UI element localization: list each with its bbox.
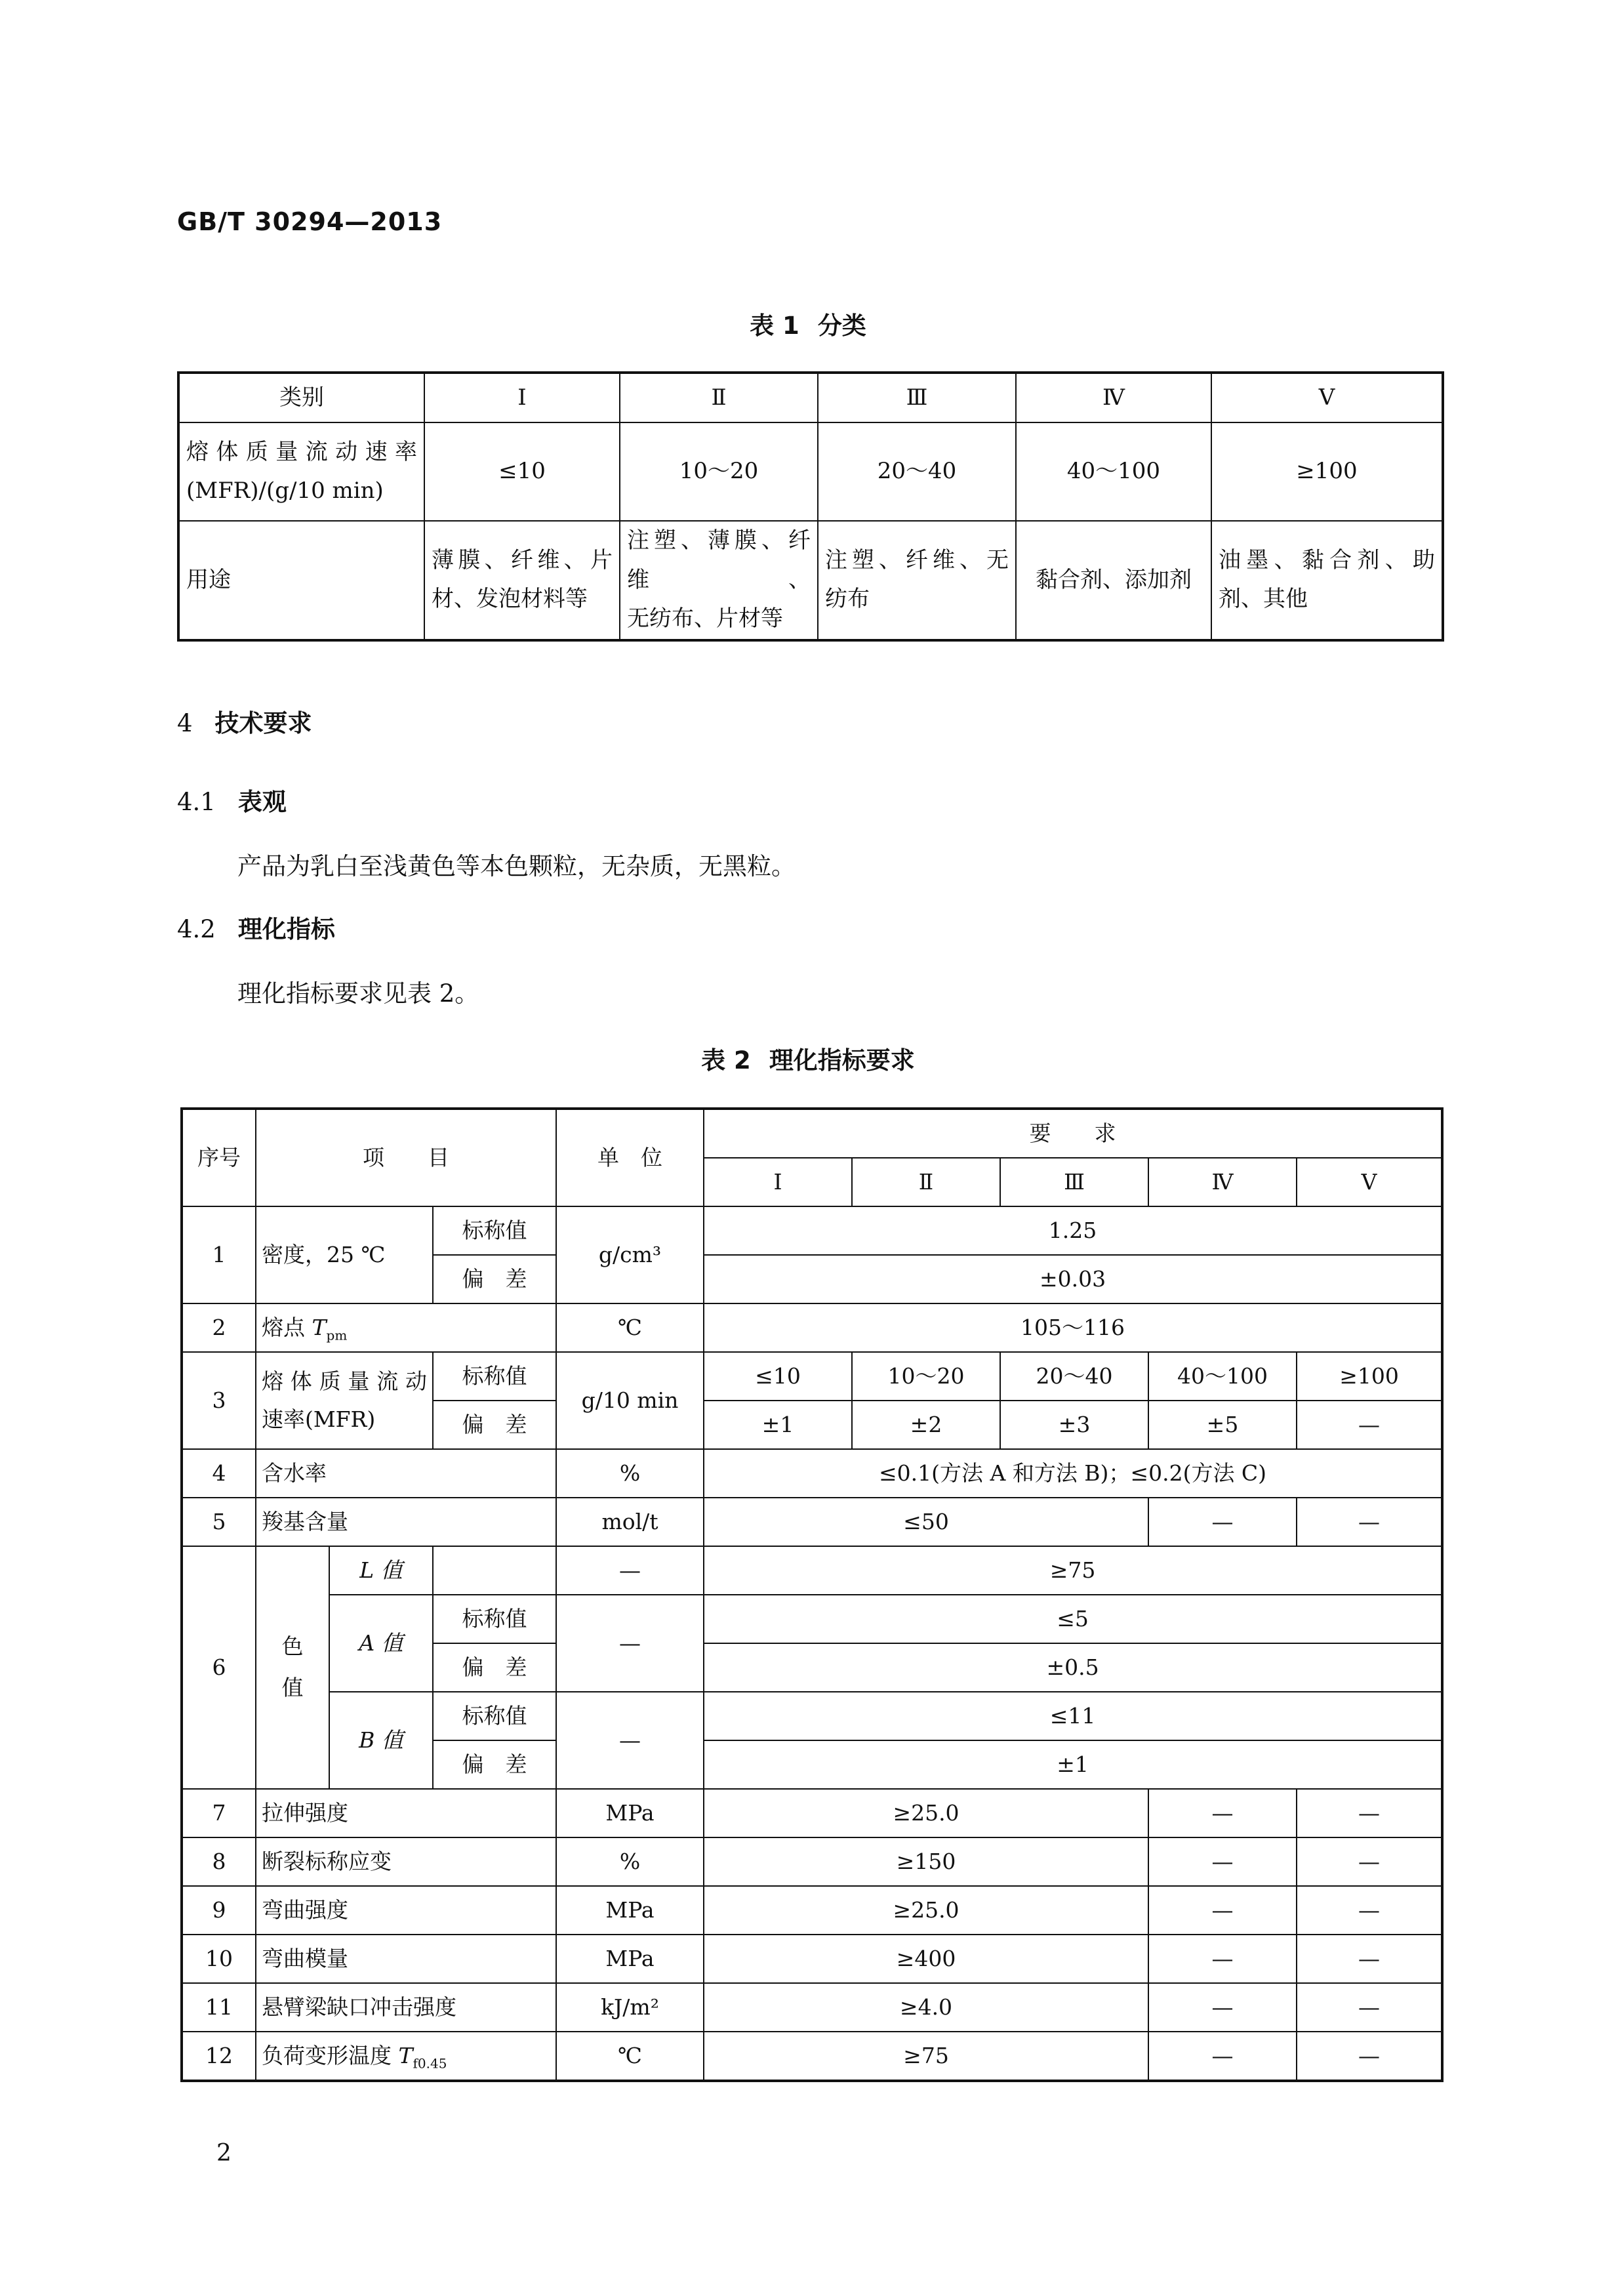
row-value: 105～116 (704, 1303, 1442, 1352)
table1-cell: 20～40 (818, 422, 1016, 521)
table1-mfr-label (178, 422, 424, 521)
row-seq: 2 (182, 1303, 256, 1352)
table-row (182, 1352, 1442, 1401)
row-value: — (1148, 1935, 1297, 1983)
table2-header-unit: 单 位 (556, 1109, 704, 1206)
table1-header-cell: Ⅰ (424, 373, 620, 422)
table1-cell (424, 521, 620, 640)
table-row (182, 1449, 1442, 1498)
table-row (182, 1983, 1442, 2032)
item-text: 负荷变形温度 (262, 2042, 399, 2068)
row-unit: mol/t (556, 1498, 704, 1546)
item-symbol: T (398, 2042, 413, 2068)
table1-use-line: 材、发泡材料等 (432, 586, 588, 613)
row-subitem: 标称值 (433, 1352, 556, 1401)
table2-header-row (182, 1109, 1442, 1158)
section-number: 4.2 (177, 915, 216, 943)
row-value: ±3 (1000, 1401, 1148, 1449)
table1-header-cell: Ⅳ (1016, 373, 1211, 422)
item-subscript: pm (326, 1327, 348, 1343)
section-4-1-heading (177, 782, 287, 817)
row-value: — (1297, 1983, 1442, 2032)
section-title: 表观 (237, 788, 287, 816)
table1-use-label: 用途 (178, 521, 424, 640)
row-value: — (1297, 2032, 1442, 2081)
row-value: — (1148, 1886, 1297, 1935)
table2-class-cell: Ⅳ (1148, 1158, 1297, 1206)
table1-caption-title: 分类 (817, 312, 866, 340)
row-item: B 值 (329, 1692, 433, 1789)
row-item: 羧基含量 (256, 1498, 556, 1546)
row-seq: 11 (182, 1983, 256, 2032)
section-4-2-text: 理化指标要求见表 2。 (237, 979, 479, 1008)
table-row (182, 1206, 1442, 1255)
table1-header-cell: Ⅱ (620, 373, 818, 422)
item-symbol: T (312, 1314, 327, 1340)
row-value: ≥100 (1297, 1352, 1442, 1401)
table1-use-line: 薄膜、纤维、片 (432, 546, 613, 573)
table1-use-line: 纺布 (825, 586, 870, 613)
row-seq: 6 (182, 1546, 256, 1789)
row-value: ±2 (852, 1401, 1000, 1449)
row-value: ≥25.0 (704, 1886, 1148, 1935)
row-subitem: 偏 差 (433, 1643, 556, 1692)
row-item (256, 2032, 556, 2081)
item-text: 熔点 (262, 1314, 312, 1340)
table1-cell: 10～20 (620, 422, 818, 521)
row-value: — (1297, 1837, 1442, 1886)
row-unit: g/10 min (556, 1352, 704, 1449)
table2-header-item: 项 目 (256, 1109, 556, 1206)
row-subitem: 标称值 (433, 1595, 556, 1643)
page-number: 2 (216, 2140, 232, 2167)
row-item: A 值 (329, 1595, 433, 1692)
row-value: — (1148, 1789, 1297, 1837)
table2-header-requirement: 要 求 (704, 1109, 1442, 1158)
row-value: — (1148, 1498, 1297, 1546)
row-value: — (1148, 1983, 1297, 2032)
section-title: 理化指标 (237, 915, 335, 943)
row-value: — (1297, 1789, 1442, 1837)
table1-cell (1211, 521, 1443, 640)
row-value: ≥400 (704, 1935, 1148, 1983)
item-subscript: f0.45 (413, 2055, 447, 2072)
table1-use-line: 无纺布、片材等 (627, 605, 783, 632)
row-unit: — (556, 1546, 704, 1595)
row-value: — (1297, 1886, 1442, 1935)
table-row (182, 1935, 1442, 1983)
table1-caption (0, 306, 1616, 341)
table-row (182, 2032, 1442, 2081)
table1-header-row (178, 373, 1443, 422)
row-unit: ℃ (556, 2032, 704, 2081)
row-item: L 值 (329, 1546, 433, 1595)
row-value: ≥25.0 (704, 1789, 1148, 1837)
row-value: 20～40 (1000, 1352, 1148, 1401)
row-value: ≤11 (704, 1692, 1442, 1740)
table-row (182, 1303, 1442, 1352)
table2-caption-title: 理化指标要求 (769, 1046, 915, 1075)
table1-header-cell: Ⅴ (1211, 373, 1443, 422)
table2-class-cell: Ⅱ (852, 1158, 1000, 1206)
row-unit: ℃ (556, 1303, 704, 1352)
row-value: ≤5 (704, 1595, 1442, 1643)
row-value: — (1297, 1935, 1442, 1983)
table1-use-line: 注塑、纤维、无 (825, 546, 1009, 573)
row-seq: 3 (182, 1352, 256, 1449)
table-row (182, 1546, 1442, 1595)
item-vertical-text: 色值 (281, 1633, 304, 1700)
section-number: 4.1 (177, 788, 216, 816)
table2-header-seq: 序号 (182, 1109, 256, 1206)
row-item: 弯曲强度 (256, 1886, 556, 1935)
table1-cell (818, 521, 1016, 640)
row-item: 密度，25 ℃ (256, 1206, 433, 1303)
row-subitem: 偏 差 (433, 1740, 556, 1789)
row-item-color (256, 1546, 329, 1789)
row-value: ≥4.0 (704, 1983, 1148, 2032)
table1-cell: ≥100 (1211, 422, 1443, 521)
row-subitem (433, 1546, 556, 1595)
row-item: 拉伸强度 (256, 1789, 556, 1837)
row-value: — (1297, 1498, 1442, 1546)
row-subitem: 标称值 (433, 1206, 556, 1255)
table1-header-cell: 类别 (178, 373, 424, 422)
table-row (182, 1498, 1442, 1546)
row-item (256, 1303, 556, 1352)
table-row (182, 1837, 1442, 1886)
row-item: 断裂标称应变 (256, 1837, 556, 1886)
row-value: ≤10 (704, 1352, 852, 1401)
row-value: ≤50 (704, 1498, 1148, 1546)
row-value: — (1297, 1401, 1442, 1449)
row-seq: 5 (182, 1498, 256, 1546)
table-row (182, 1789, 1442, 1837)
table2-class-cell: Ⅲ (1000, 1158, 1148, 1206)
row-value: ≤0.1(方法 A 和方法 B)；≤0.2(方法 C) (704, 1449, 1442, 1498)
row-item: 悬臂梁缺口冲击强度 (256, 1983, 556, 2032)
row-value: 10～20 (852, 1352, 1000, 1401)
table1-use-line: 注塑、薄膜、纤维、 (627, 527, 811, 593)
row-unit: — (556, 1595, 704, 1692)
row-unit: MPa (556, 1935, 704, 1983)
row-seq: 9 (182, 1886, 256, 1935)
row-unit: MPa (556, 1886, 704, 1935)
classification-table (177, 371, 1444, 642)
row-value: ±0.03 (704, 1255, 1442, 1303)
table1-row-use (178, 521, 1443, 640)
standard-code: GB/T 30294—2013 (177, 207, 443, 236)
row-value: — (1148, 2032, 1297, 2081)
table1-use-line: 剂、其他 (1219, 586, 1308, 613)
row-value: ±5 (1148, 1401, 1297, 1449)
row-seq: 7 (182, 1789, 256, 1837)
table2-class-cell: Ⅰ (704, 1158, 852, 1206)
table-row (182, 1886, 1442, 1935)
section-4-2-heading (177, 909, 335, 945)
table2-class-cell: Ⅴ (1297, 1158, 1442, 1206)
row-unit: kJ/m² (556, 1983, 704, 2032)
row-subitem: 标称值 (433, 1692, 556, 1740)
row-seq: 8 (182, 1837, 256, 1886)
table1-caption-no: 表 1 (750, 312, 799, 340)
row-unit: — (556, 1692, 704, 1789)
row-value: ±0.5 (704, 1643, 1442, 1692)
item-line: 熔体质量流动 (262, 1368, 427, 1395)
section-title: 技术要求 (214, 709, 312, 737)
table1-use-line: 油墨、黏合剂、助 (1219, 546, 1435, 573)
table-row (182, 1692, 1442, 1740)
table1-cell: 40～100 (1016, 422, 1211, 521)
table1-cell: 黏合剂、添加剂 (1016, 521, 1211, 640)
table1-header-cell: Ⅲ (818, 373, 1016, 422)
table2-caption (0, 1040, 1616, 1076)
row-seq: 1 (182, 1206, 256, 1303)
table1-cell (620, 521, 818, 640)
row-subitem: 偏 差 (433, 1401, 556, 1449)
row-seq: 4 (182, 1449, 256, 1498)
row-value: ≥75 (704, 2032, 1148, 2081)
section-4-1-text: 产品为乳白至浅黄色等本色颗粒，无杂质，无黑粒。 (237, 852, 796, 880)
table-row (182, 1595, 1442, 1643)
row-value: ±1 (704, 1401, 852, 1449)
section-4-heading (177, 703, 312, 739)
row-seq: 10 (182, 1935, 256, 1983)
section-number: 4 (177, 709, 193, 737)
row-item: 含水率 (256, 1449, 556, 1498)
row-subitem: 偏 差 (433, 1255, 556, 1303)
row-value: — (1148, 1837, 1297, 1886)
row-value: 40～100 (1148, 1352, 1297, 1401)
table1-mfr-label-line2: (MFR)/(g/10 min) (186, 478, 384, 504)
physical-chemical-table (180, 1107, 1444, 2082)
table1-mfr-label-line1: 熔体质量流动速率 (186, 438, 417, 465)
item-line: 速率(MFR) (262, 1406, 376, 1432)
row-unit: % (556, 1837, 704, 1886)
row-value: ≥75 (704, 1546, 1442, 1595)
row-item: 弯曲模量 (256, 1935, 556, 1983)
table1-row-mfr (178, 422, 1443, 521)
table1-cell: ≤10 (424, 422, 620, 521)
row-unit: % (556, 1449, 704, 1498)
row-unit: g/cm³ (556, 1206, 704, 1303)
row-seq: 12 (182, 2032, 256, 2081)
table2-caption-no: 表 2 (701, 1046, 751, 1075)
row-value: ≥150 (704, 1837, 1148, 1886)
row-unit: MPa (556, 1789, 704, 1837)
row-value: 1.25 (704, 1206, 1442, 1255)
row-item (256, 1352, 433, 1449)
row-value: ±1 (704, 1740, 1442, 1789)
